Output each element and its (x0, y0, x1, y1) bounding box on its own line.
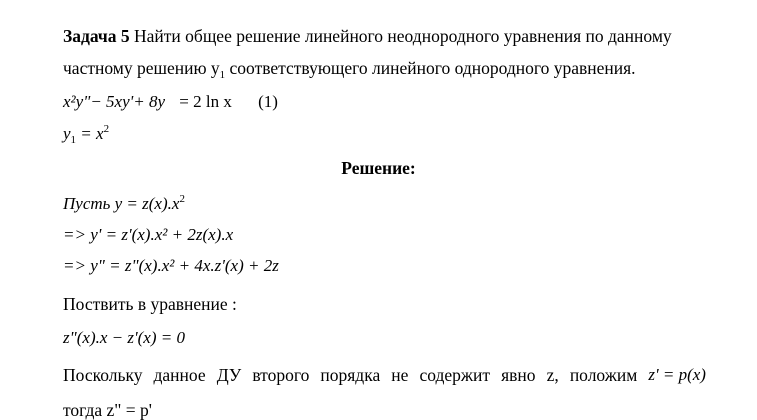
word-2: ДУ (216, 365, 242, 385)
particular-solution (63, 124, 109, 144)
particular-sub: 1 (70, 134, 77, 146)
step-let-expr: y = z(x).x (110, 194, 180, 213)
solution-heading: Решение: (341, 158, 416, 178)
particular-y: y (63, 124, 71, 143)
reduced-equation: z"(x).x − z'(x) = 0 (63, 328, 185, 347)
substitute-text: Поствить в уравнение : (63, 294, 237, 314)
word-3: второго (252, 365, 310, 385)
task-text-2-sub: 1 (219, 69, 226, 81)
step-let-sup: 2 (179, 193, 185, 205)
last-paragraph (63, 365, 706, 386)
word-6: содержит (419, 365, 491, 385)
cut-off-line: тогда z" = p' (63, 400, 152, 420)
task-text-2b: соответствующего линейного однородного уравнения. (225, 58, 636, 78)
word-4: порядка (320, 365, 381, 385)
step-let-word: Пусть (63, 194, 111, 213)
step-let (63, 194, 185, 214)
task-line-1 (63, 26, 672, 46)
task-text-2a: частному решению y (63, 58, 220, 78)
particular-eq: = x (76, 124, 104, 143)
word-9: положим (569, 365, 638, 385)
task-label: Задача 5 (63, 26, 130, 46)
equation-1 (63, 92, 278, 112)
word-0: Поскольку (63, 365, 143, 385)
equation-1-rhs: = 2 ln x (179, 92, 232, 111)
task-text-1: Найти общее решение линейного неоднородного уравнения по данному (134, 26, 672, 46)
word-5: не (391, 365, 409, 385)
equation-1-tag: (1) (258, 92, 278, 111)
particular-sup: 2 (103, 123, 110, 135)
equation-1-lhs: x²y"− 5xy'+ 8y (63, 92, 166, 111)
word-1: данное (153, 365, 206, 385)
word-7: явно (501, 365, 536, 385)
task-line-2 (63, 58, 636, 81)
step-derivative-1: => y' = z'(x).x² + 2z(x).x (63, 225, 234, 244)
last-paragraph-expr: z' = p(x) (648, 365, 706, 384)
step-derivative-2: => y" = z"(x).x² + 4x.z'(x) + 2z (63, 256, 279, 275)
word-8: z, (546, 365, 559, 385)
